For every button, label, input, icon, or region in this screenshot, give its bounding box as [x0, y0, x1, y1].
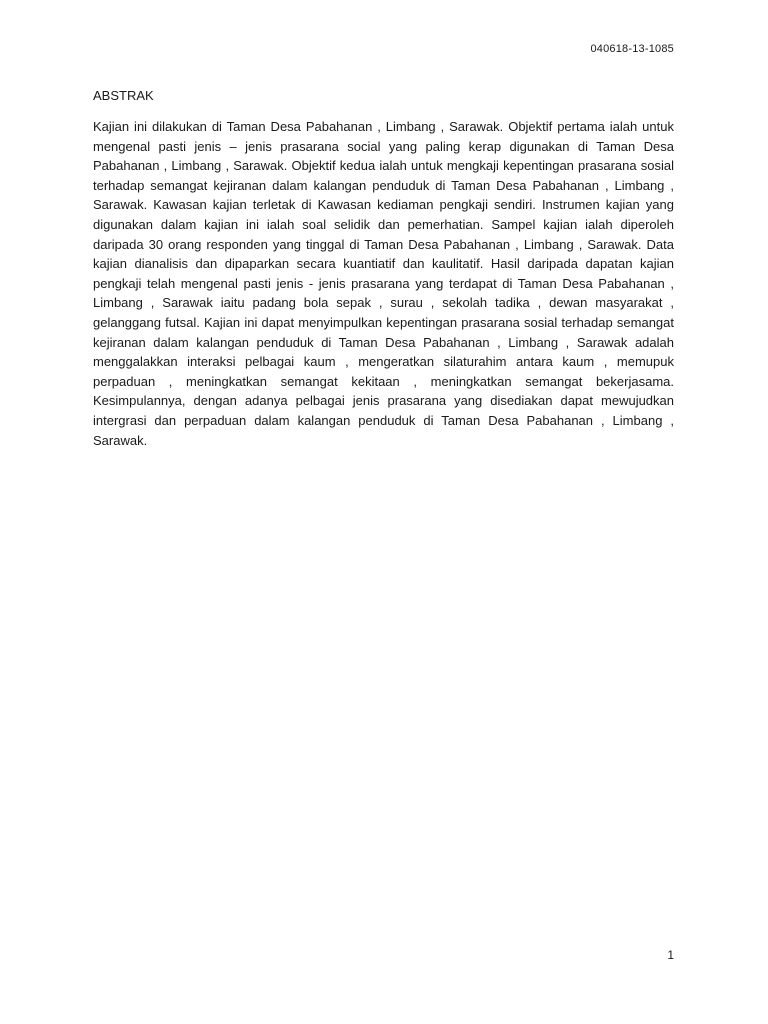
document-id-header: 040618-13-1085	[590, 43, 674, 55]
abstract-paragraph: Kajian ini dilakukan di Taman Desa Pabahanan , Limbang , Sarawak. Objektif pertama ialah untuk mengenal pasti jenis – jenis prasarana social yang paling kerap digunakan di Taman Desa Pabahanan , Limbang , Sarawak. Objektif kedua ialah untuk mengkaji kepentingan prasarana sosial terhadap semangat kejiranan dalam kalangan penduduk di Taman Desa Pabahanan , Limbang , Sarawak. Kawasan kajian terletak di Kawasan kediaman pengkaji sendiri. Instrumen kajian yang digunakan dalam kajian ini ialah soal selidik dan pemerhatian. Sampel kajian ialah diperoleh daripada 30 orang responden yang tinggal di Taman Desa Pabahanan , Limbang , Sarawak. Data kajian dianalisis dan dipaparkan secara kuantiatif dan kaulitatif. Hasil daripada dapatan kajian pengkaji telah mengenal pasti jenis - jenis prasarana yang terdapat di Taman Desa Pabahanan , Limbang , Sarawak iaitu padang bola sepak , surau , sekolah tadika , dewan masyarakat , gelanggang futsal. Kajian ini dapat menyimpulkan kepentingan prasarana sosial terhadap semangat kejiranan dalam kalangan penduduk di Taman Desa Pabahanan , Limbang , Sarawak adalah menggalakkan interaksi pelbagai kaum , mengeratkan silaturahim antara kaum , memupuk perpaduan , meningkatkan semangat kekitaan , meningkatkan semangat bekerjasama. Kesimpulannya, dengan adanya pelbagai jenis prasarana yang disediakan dapat mewujudkan intergrasi dan perpaduan dalam kalangan penduduk di Taman Desa Pabahanan , Limbang , Sarawak.	[93, 119, 674, 448]
page-number: 1	[667, 948, 674, 962]
section-title: ABSTRAK	[93, 88, 154, 103]
